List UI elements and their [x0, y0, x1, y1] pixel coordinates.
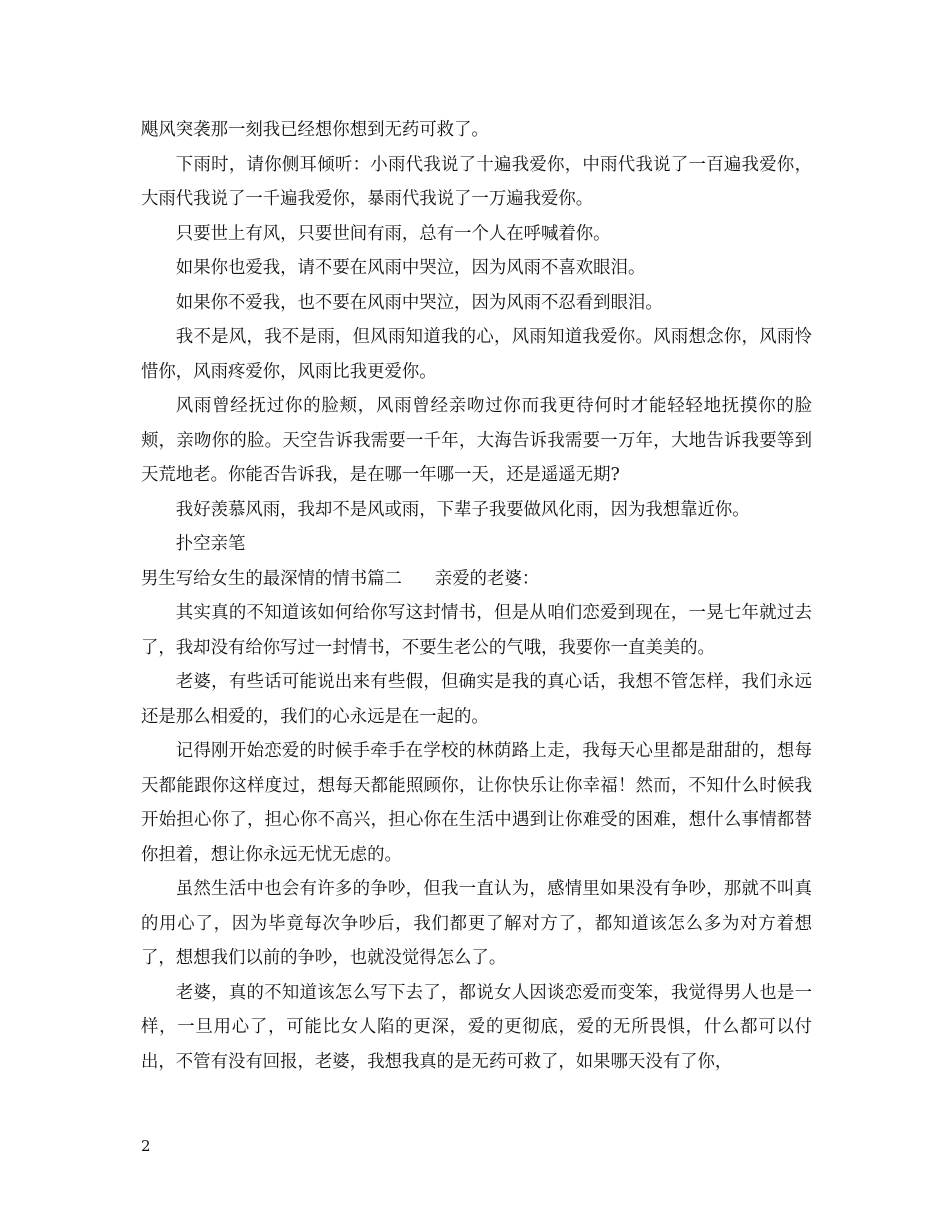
section-heading [141, 562, 812, 597]
page-number: 2 [141, 1137, 151, 1155]
signature-line: 扑空亲笔 [175, 534, 246, 554]
paragraph: 记得刚开始恋爱的时候手牵手在学校的林荫路上走，我每天心里都是甜甜的，想每天都能跟你这样度过，想每天都能照顾你，让你快乐让你幸福！然而，不知什么时候我开始担心你了，担心你不高兴，担心你在生活中遇到让你难受的困难，想什么事情都替你担着，想让你永远无忧无虑的。 [141, 741, 812, 865]
paragraph: 下雨时，请你侧耳倾听：小雨代我说了十遍我爱你，中雨代我说了一百遍我爱你，大雨代我说了一千遍我爱你，暴雨代我说了一万遍我爱你。 [141, 154, 812, 209]
paragraph: 如果你不爱我，也不要在风雨中哭泣，因为风雨不忍看到眼泪。 [175, 292, 663, 313]
paragraph: 我不是风，我不是雨，但风雨知道我的心，风雨知道我爱你。风雨想念你，风雨怜惜你，风雨疼爱你，风雨比我更爱你。 [141, 327, 812, 382]
paragraph: 老婆，真的不知道该怎么写下去了，都说女人因谈恋爱而变笨，我觉得男人也是一样，一旦用心了，可能比女人陷的更深，爱的更彻底，爱的无所畏惧，什么都可以付出，不管有没有回报，老婆，我想我真的是无药可救了，如果哪天没有了你， [141, 982, 812, 1072]
salutation: 亲爱的老婆： [434, 568, 540, 589]
paragraph: 飓风突袭那一刻我已经想你想到无药可救了。 [141, 120, 489, 140]
paragraph: 我好羡慕风雨，我却不是风或雨，下辈子我要做风化雨，因为我想靠近你。 [175, 499, 750, 520]
paragraph: 其实真的不知道该如何给你写这封情书，但是从咱们恋爱到现在，一晃七年就过去了，我却没有给你写过一封情书，不要生老公的气哦，我要你一直美美的。 [141, 603, 812, 658]
paragraph: 只要世上有风，只要世间有雨，总有一个人在呼喊着你。 [175, 223, 611, 244]
document-body [141, 113, 812, 1079]
paragraph: 虽然生活中也会有许多的争吵，但我一直认为，感情里如果没有争吵，那就不叫真的用心了，因为毕竟每次争吵后，我们都更了解对方了，都知道该怎么多为对方着想了，想想我们以前的争吵，也就没觉得怎么了。 [141, 879, 812, 968]
paragraph: 老婆，有些话可能说出来有些假，但确实是我的真心话，我想不管怎样，我们永远还是那么相爱的，我们的心永远是在一起的。 [141, 672, 812, 727]
section-title: 男生写给女生的最深情的情书篇二 [141, 568, 402, 589]
paragraph: 风雨曾经抚过你的脸颊，风雨曾经亲吻过你而我更待何时才能轻轻地抚摸你的脸颊，亲吻你的脸。天空告诉我需要一千年，大海告诉我需要一万年，大地告诉我要等到天荒地老。你能否告诉我，是在哪一年哪一天，还是遥遥无期? [141, 396, 812, 485]
paragraph: 如果你也爱我，请不要在风雨中哭泣，因为风雨不喜欢眼泪。 [175, 258, 646, 278]
